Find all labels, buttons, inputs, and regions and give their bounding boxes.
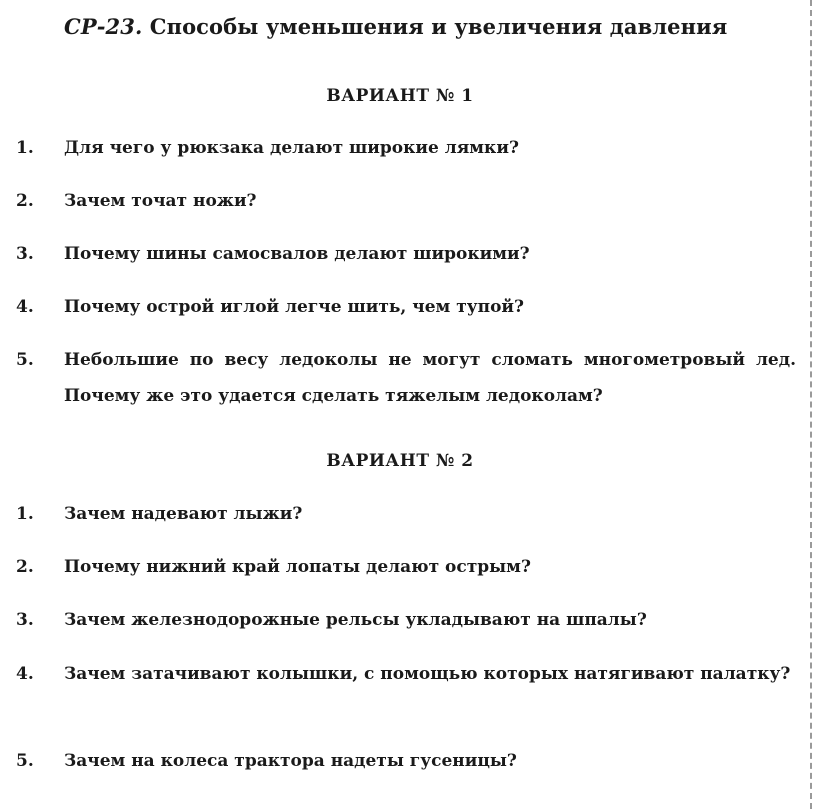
question-number: 3. xyxy=(16,244,34,264)
page-title xyxy=(64,14,764,39)
worksheet-code: СР-23. xyxy=(64,14,143,39)
question-number: 4. xyxy=(16,664,34,684)
variant-2-question-3 xyxy=(0,602,796,638)
question-number: 1. xyxy=(16,504,34,524)
question-text: Для чего у рюкзака делают широкие лямки? xyxy=(64,138,519,158)
question-text: Зачем надевают лыжи? xyxy=(64,504,303,524)
question-number: 5. xyxy=(16,350,34,370)
title-text: Способы уменьшения и увеличения давления xyxy=(149,14,728,39)
question-text: Небольшие по весу ледоколы не могут сломать многометровый лед. Почему же это удается сделать тяжелым ледоколам? xyxy=(64,350,796,406)
question-number: 5. xyxy=(16,751,34,771)
variant-2-question-5 xyxy=(0,743,796,779)
question-text: Зачем затачивают колышки, с помощью которых натягивают палатку? xyxy=(64,664,791,684)
question-text: Зачем точат ножи? xyxy=(64,191,257,211)
variant-2-question-2 xyxy=(0,549,796,585)
question-text: Почему нижний край лопаты делают острым? xyxy=(64,557,531,577)
variant-1-question-3 xyxy=(0,236,796,272)
question-number: 3. xyxy=(16,610,34,630)
variant-2-question-4 xyxy=(0,656,796,692)
variant-2-question-1 xyxy=(0,496,796,532)
question-text: Зачем на колеса трактора надеты гусеницы? xyxy=(64,751,517,771)
question-text: Зачем железнодорожные рельсы укладывают на шпалы? xyxy=(64,610,647,630)
question-number: 2. xyxy=(16,191,34,211)
question-text: Почему острой иглой легче шить, чем тупой? xyxy=(64,297,524,317)
variant-1-question-4 xyxy=(0,289,796,325)
question-number: 1. xyxy=(16,138,34,158)
question-text: Почему шины самосвалов делают широкими? xyxy=(64,244,530,264)
page-edge-cut-line xyxy=(810,0,812,809)
question-number: 4. xyxy=(16,297,34,317)
variant-1-question-2 xyxy=(0,183,796,219)
variant-2-heading: ВАРИАНТ № 2 xyxy=(326,451,474,471)
variant-1-question-1 xyxy=(0,130,796,166)
question-number: 2. xyxy=(16,557,34,577)
variant-1-question-5 xyxy=(0,342,796,414)
variant-1-heading: ВАРИАНТ № 1 xyxy=(326,86,474,106)
